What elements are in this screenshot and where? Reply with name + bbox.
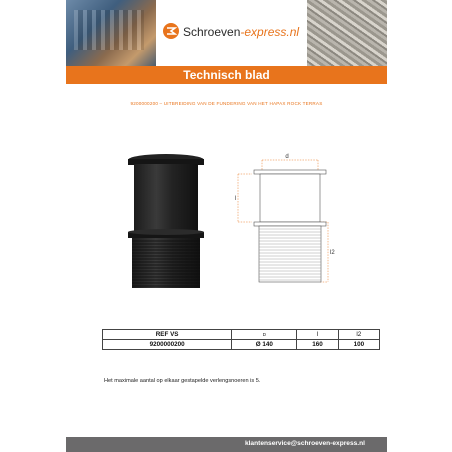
footer-bar [66,437,387,452]
header-photo-screws [307,0,387,66]
table-cell: Ø 140 [232,340,297,350]
product-photo [116,152,216,292]
table-header-cell: D [232,330,297,340]
dimension-l-label: l [235,196,237,202]
stacking-note: Het maximale aantal op elkaar gestapelde verlengsnoeren is 5. [104,378,261,384]
table-header-cell: l [297,330,338,340]
table-cell: 9200000200 [103,340,232,350]
dimension-d-label: d [285,154,289,160]
page-title: Technisch blad [66,66,387,84]
spec-table [102,329,380,350]
document-page [66,0,387,452]
table-header-row [103,330,380,340]
product-subtitle: 9200000200 – UITBREIDING VAN DE FUNDERING VAN HET HAPAX ROCK TERRAS [130,101,323,106]
brand-name: Schroeven-express.nl [183,25,300,39]
technical-drawing [232,150,342,290]
footer-email-link[interactable]: klantenservice@schroeven-express.nl [244,440,365,447]
table-cell: 160 [297,340,338,350]
table-header-cell: REF VS [103,330,232,340]
dimension-l2-label: l2 [330,250,335,256]
header-photo-tools [66,0,156,66]
table-header-cell: l2 [338,330,379,340]
table-row [103,340,380,350]
table-cell: 100 [338,340,379,350]
logo-icon [162,22,180,40]
